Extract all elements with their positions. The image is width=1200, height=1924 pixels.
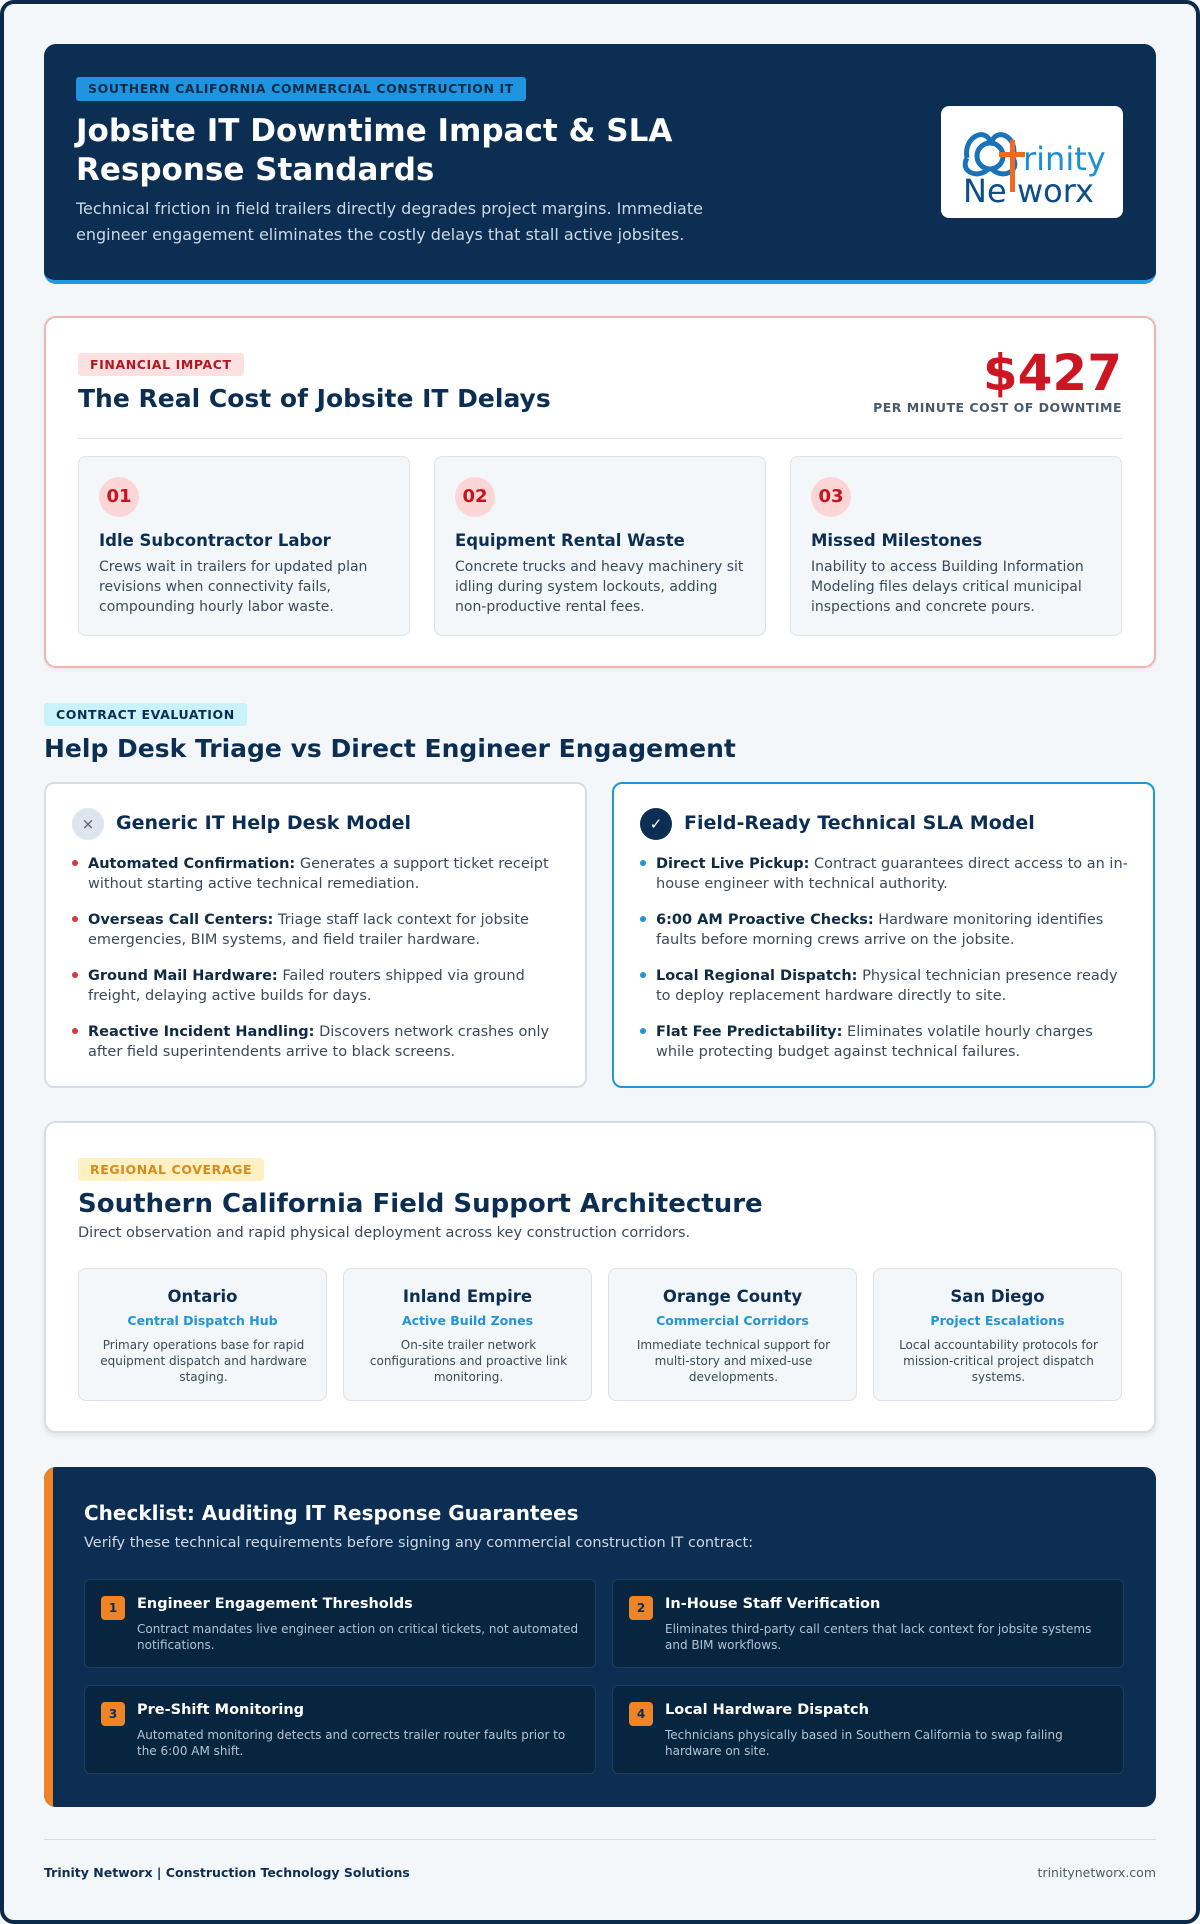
regional-coverage-tag: REGIONAL COVERAGE: [78, 1158, 264, 1181]
impact-card: [434, 456, 766, 636]
svg-text:worx: worx: [1017, 172, 1094, 210]
list-item: [70, 910, 566, 966]
sla-model-title: Field-Ready Technical SLA Model: [684, 812, 1035, 834]
impact-card-number: 03: [811, 477, 851, 517]
list-item: [638, 910, 1134, 966]
list-item: [638, 854, 1134, 910]
impact-card-text: Inability to access Building Information Modeling files delays critical municipal inspections and concrete pours.: [811, 559, 1084, 615]
list-item-text: Failed routers shipped via ground freight, delaying active builds for days.: [88, 968, 525, 1004]
list-item: [638, 1022, 1134, 1078]
region-card-inland-empire: [343, 1268, 592, 1401]
region-card-ontario: [78, 1268, 327, 1401]
region-name: Ontario: [167, 1287, 238, 1306]
region-role: Project Escalations: [930, 1313, 1065, 1328]
region-name: Inland Empire: [402, 1287, 533, 1306]
list-item-text: Contract guarantees direct access to an in-house engineer with technical authority.: [656, 856, 1128, 892]
region-role: Central Dispatch Hub: [127, 1313, 278, 1328]
checklist-item: [612, 1579, 1124, 1668]
bullet-icon: [640, 972, 646, 978]
list-item: [638, 966, 1134, 1022]
financial-impact-title: The Real Cost of Jobsite IT Delays: [78, 384, 551, 413]
list-item-label: Direct Live Pickup:: [656, 856, 810, 872]
footer-website-link[interactable]: trinitynetworx.com: [1037, 1865, 1156, 1880]
checklist-item-text: Technicians physically based in Southern California to swap failing hardware on site.: [665, 1728, 1063, 1758]
list-item-label: 6:00 AM Proactive Checks:: [656, 912, 874, 928]
list-item-label: Reactive Incident Handling:: [88, 1024, 315, 1040]
contract-evaluation-tag: CONTRACT EVALUATION: [44, 703, 247, 726]
list-item-label: Overseas Call Centers:: [88, 912, 274, 928]
impact-card: [790, 456, 1122, 636]
checklist-section: [44, 1467, 1156, 1807]
list-item-label: Flat Fee Predictability:: [656, 1024, 843, 1040]
checklist-item-title: Pre-Shift Monitoring: [137, 1702, 305, 1718]
list-item-text: Discovers network crashes only after field superintendents arrive to black screens.: [88, 1024, 550, 1060]
region-text: On-site trailer network configurations and proactive link monitoring.: [369, 1338, 568, 1384]
contract-evaluation-title: Help Desk Triage vs Direct Engineer Engagement: [44, 734, 736, 763]
financial-impact-tag: FINANCIAL IMPACT: [78, 353, 244, 376]
company-logo: [941, 106, 1123, 218]
list-item: [70, 1022, 566, 1078]
checklist-item-text: Contract mandates live engineer action on critical tickets, not automated notifications.: [137, 1622, 579, 1652]
page-title: Jobsite IT Downtime Impact & SLA Response Standards: [76, 113, 673, 188]
svg-text:Ne: Ne: [963, 172, 1007, 210]
footer-company: Trinity Networx | Construction Technology Solutions: [44, 1865, 410, 1880]
financial-impact-section: [44, 316, 1156, 668]
checklist-item: [612, 1685, 1124, 1774]
header-description: Technical friction in field trailers directly degrades project margins. Immediate engineer engagement eliminates the costly delays that stall active jobsites.: [76, 199, 703, 244]
checklist-item: [84, 1579, 596, 1668]
list-item-text: Eliminates volatile hourly charges while protecting budget against technical failures.: [656, 1024, 1093, 1060]
bullet-icon: [72, 1028, 78, 1034]
impact-card-title: Idle Subcontractor Labor: [99, 531, 331, 550]
region-name: San Diego: [950, 1287, 1045, 1306]
region-text: Immediate technical support for multi-story and mixed-use developments.: [636, 1338, 831, 1384]
checklist-item-title: Engineer Engagement Thresholds: [137, 1596, 413, 1612]
svg-text:rinity: rinity: [1023, 140, 1106, 178]
checklist-item-title: Local Hardware Dispatch: [665, 1702, 869, 1718]
sla-model-list: [638, 854, 1134, 1078]
impact-card-text: Concrete trucks and heavy machinery sit idling during system lockouts, adding non-productive rental fees.: [455, 559, 744, 615]
trinity-networx-logo-icon: [941, 106, 1123, 218]
impact-card: [78, 456, 410, 636]
checklist-item-number: 3: [101, 1702, 125, 1726]
region-role: Active Build Zones: [401, 1313, 534, 1328]
hero-header: [44, 44, 1156, 284]
impact-card-text: Crews wait in trailers for updated plan revisions when connectivity fails, compounding hourly labor waste.: [99, 559, 368, 615]
bullet-icon: [72, 972, 78, 978]
accent-stripe: [44, 1467, 53, 1807]
list-item: [70, 854, 566, 910]
impact-card-title: Missed Milestones: [811, 531, 983, 550]
region-card-orange-county: [608, 1268, 857, 1401]
list-item-text: Hardware monitoring identifies faults before morning crews arrive on the jobsite.: [656, 912, 1104, 948]
bullet-icon: [640, 860, 646, 866]
impact-card-number: 01: [99, 477, 139, 517]
impact-card-number: 02: [455, 477, 495, 517]
list-item: [70, 966, 566, 1022]
regional-coverage-subtitle: Direct observation and rapid physical deployment across key construction corridors.: [78, 1225, 691, 1241]
close-icon: ×: [72, 808, 104, 840]
list-item-text: Generates a support ticket receipt without starting active technical remediation.: [88, 856, 549, 892]
bullet-icon: [640, 1028, 646, 1034]
checklist-item-number: 4: [629, 1702, 653, 1726]
divider: [78, 438, 1122, 439]
list-item-label: Automated Confirmation:: [88, 856, 296, 872]
list-item-label: Ground Mail Hardware:: [88, 968, 278, 984]
sla-model-card: [612, 782, 1155, 1088]
region-card-san-diego: [873, 1268, 1122, 1401]
regional-coverage-title: Southern California Field Support Architecture: [78, 1189, 763, 1219]
help-desk-model-card: [44, 782, 587, 1088]
region-name: Orange County: [662, 1287, 803, 1306]
bullet-icon: [640, 916, 646, 922]
list-item-text: Physical technician presence ready to deploy replacement hardware directly to site.: [656, 968, 1118, 1004]
checkmark-icon: ✓: [640, 808, 672, 840]
region-text: Primary operations base for rapid equipment dispatch and hardware staging.: [100, 1338, 307, 1384]
checklist-subtitle: Verify these technical requirements before signing any commercial construction IT contract:: [84, 1535, 754, 1551]
downtime-cost-value: $427: [982, 344, 1122, 402]
list-item-text: Triage staff lack context for jobsite emergencies, BIM systems, and field trailer hardware.: [88, 912, 529, 948]
impact-card-title: Equipment Rental Waste: [455, 531, 685, 550]
list-item-label: Local Regional Dispatch:: [656, 968, 858, 984]
checklist-item: [84, 1685, 596, 1774]
help-desk-model-list: [70, 854, 566, 1078]
checklist-title: Checklist: Auditing IT Response Guarantees: [84, 1501, 579, 1525]
checklist-item-number: 1: [101, 1596, 125, 1620]
downtime-cost-label: PER MINUTE COST OF DOWNTIME: [873, 400, 1122, 415]
help-desk-model-title: Generic IT Help Desk Model: [116, 812, 411, 834]
footer-divider: [44, 1839, 1156, 1840]
region-text: Local accountability protocols for mission-critical project dispatch systems.: [899, 1338, 1098, 1384]
bullet-icon: [72, 916, 78, 922]
header-tag: SOUTHERN CALIFORNIA COMMERCIAL CONSTRUCTION IT: [76, 77, 526, 101]
checklist-item-number: 2: [629, 1596, 653, 1620]
regional-coverage-section: [44, 1121, 1156, 1433]
checklist-item-text: Eliminates third-party call centers that lack context for jobsite systems and BIM workflows.: [665, 1622, 1092, 1652]
region-role: Commercial Corridors: [656, 1313, 809, 1328]
checklist-item-text: Automated monitoring detects and corrects trailer router faults prior to the 6:00 AM shift.: [137, 1728, 566, 1758]
bullet-icon: [72, 860, 78, 866]
checklist-item-title: In-House Staff Verification: [665, 1596, 881, 1612]
